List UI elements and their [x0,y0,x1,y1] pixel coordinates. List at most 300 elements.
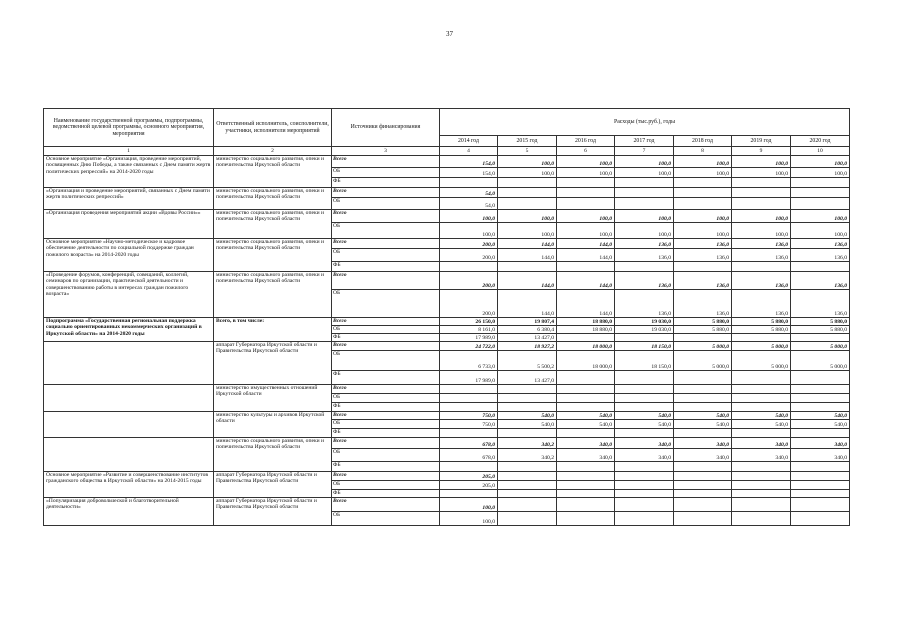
value-cell-2020 [791,262,850,272]
row-name: «Организация и проведение мероприятий, связанных с Днем памяти жертв политических репрессий» [44,188,214,210]
value-cell-2019: 5 880,0 [732,318,791,326]
row-source: ОБ [332,290,440,318]
row-name: Основное мероприятие «Развитие и совершенствование институтов гражданского общества в Иркутской области» на 2014-2015 годы [44,472,214,498]
value-cell-2018 [674,198,732,210]
value-cell-2019: 136,0 [732,249,791,262]
table-row [44,438,850,449]
value-cell-2016 [557,498,615,512]
value-cell-2020: 100,0 [791,210,850,223]
value-cell-2018 [674,403,732,412]
value-cell-2015 [498,498,557,512]
row-executor: аппарат Губернатора Иркутской области и Правительства Иркутской области [214,342,332,385]
header-index-row [44,147,850,156]
header-name: Наименование государственной программы, подпрограммы, ведомственной целевой программы, основного мероприятия, мероприятия [44,109,214,147]
value-cell-2019 [732,334,791,342]
header-executor: Ответственный исполнитель, соисполнители, участники, исполнители мероприятий [214,109,332,147]
value-cell-2018 [674,481,732,490]
header-source: Источники финансирования [332,109,440,147]
value-cell-2016 [557,371,615,385]
value-cell-2019: 5 000,0 [732,351,791,371]
value-cell-2019: 100,0 [732,156,791,168]
value-cell-2016: 340,0 [557,438,615,449]
value-cell-2016: 100,0 [557,223,615,239]
table-row [44,210,850,223]
table-row [44,156,850,168]
value-cell-2019: 136,0 [732,239,791,249]
value-cell-2017: 18 150,0 [615,342,674,351]
value-cell-2018 [674,429,732,438]
value-cell-2016 [557,198,615,210]
value-cell-2017 [615,198,674,210]
value-cell-2019: 136,0 [732,290,791,318]
value-cell-2015: 100,0 [498,156,557,168]
value-cell-2018: 136,0 [674,239,732,249]
value-cell-2016: 540,0 [557,412,615,420]
value-cell-2015: 340,2 [498,449,557,462]
value-cell-2019: 136,0 [732,272,791,290]
column-index-2: 2 [214,147,332,156]
value-cell-2020 [791,385,850,394]
value-cell-2020: 136,0 [791,249,850,262]
value-cell-2015 [498,472,557,481]
value-cell-2015: 5 500,2 [498,351,557,371]
value-cell-2014: 26 150,0 [440,318,498,326]
value-cell-2016: 540,0 [557,420,615,429]
value-cell-2015 [498,394,557,403]
value-cell-2017 [615,462,674,472]
value-cell-2016 [557,429,615,438]
value-cell-2014 [440,262,498,272]
value-cell-2015 [498,262,557,272]
table-row [44,472,850,481]
value-cell-2015: 540,0 [498,420,557,429]
value-cell-2014: 750,0 [440,420,498,429]
row-name [44,342,214,385]
table-row [44,385,850,394]
value-cell-2020 [791,371,850,385]
value-cell-2014: 200,0 [440,272,498,290]
header-year-5: 2018 год [674,136,732,147]
value-cell-2018 [674,262,732,272]
row-source: ФБ [332,334,440,342]
value-cell-2015: 100,0 [498,210,557,223]
value-cell-2019: 5 000,0 [732,342,791,351]
value-cell-2015 [498,490,557,498]
row-source: ОБ [332,168,440,178]
column-index-9: 9 [732,147,791,156]
value-cell-2018: 100,0 [674,156,732,168]
value-cell-2020: 340,0 [791,449,850,462]
value-cell-2018: 540,0 [674,420,732,429]
value-cell-2019 [732,403,791,412]
value-cell-2020: 136,0 [791,239,850,249]
value-cell-2015: 6 380,4 [498,326,557,334]
value-cell-2017 [615,178,674,188]
row-source: ФБ [332,262,440,272]
value-cell-2016 [557,490,615,498]
value-cell-2020: 136,0 [791,290,850,318]
value-cell-2019: 540,0 [732,420,791,429]
column-index-7: 7 [615,147,674,156]
value-cell-2017: 100,0 [615,210,674,223]
row-source: Всего [332,156,440,168]
value-cell-2017: 540,0 [615,412,674,420]
row-name: Основное мероприятие «Организация, проведение мероприятий, посвященных Дню Победы, а также связанных с Днем памяти жертв политических репрессий» на 2014-2020 годы [44,156,214,188]
value-cell-2014: 100,0 [440,223,498,239]
value-cell-2015: 18 927,2 [498,342,557,351]
value-cell-2017: 19 030,0 [615,318,674,326]
value-cell-2020: 100,0 [791,168,850,178]
value-cell-2017: 540,0 [615,420,674,429]
value-cell-2016: 144,0 [557,239,615,249]
row-name: «Организация проведения мероприятий акции «Вдовы России»» [44,210,214,239]
value-cell-2020 [791,472,850,481]
value-cell-2016: 100,0 [557,210,615,223]
row-executor: аппарат Губернатора Иркутской области и Правительства Иркутской области [214,498,332,526]
table-row [44,498,850,512]
value-cell-2016: 100,0 [557,156,615,168]
header-year-7: 2020 год [791,136,850,147]
value-cell-2014: 750,0 [440,412,498,420]
row-source: ОБ [332,351,440,371]
header-year-4: 2017 год [615,136,674,147]
value-cell-2019 [732,498,791,512]
value-cell-2016: 144,0 [557,290,615,318]
header-year-2: 2015 год [498,136,557,147]
value-cell-2018: 5 880,0 [674,326,732,334]
value-cell-2017: 340,0 [615,438,674,449]
value-cell-2019 [732,394,791,403]
value-cell-2014 [440,429,498,438]
row-source: ФБ [332,490,440,498]
value-cell-2014 [440,385,498,394]
value-cell-2020 [791,394,850,403]
value-cell-2015 [498,403,557,412]
value-cell-2015 [498,198,557,210]
value-cell-2014: 100,0 [440,498,498,512]
value-cell-2018: 540,0 [674,412,732,420]
value-cell-2018: 340,0 [674,438,732,449]
value-cell-2014: 100,0 [440,512,498,526]
value-cell-2014: 200,0 [440,290,498,318]
value-cell-2016 [557,334,615,342]
row-source: Всего [332,272,440,290]
value-cell-2016: 18 880,0 [557,326,615,334]
value-cell-2014: 200,0 [440,239,498,249]
value-cell-2016 [557,188,615,198]
value-cell-2015 [498,512,557,526]
value-cell-2018 [674,178,732,188]
value-cell-2018: 100,0 [674,223,732,239]
value-cell-2014: 154,0 [440,156,498,168]
value-cell-2019: 340,0 [732,449,791,462]
value-cell-2020: 100,0 [791,156,850,168]
value-cell-2014 [440,394,498,403]
value-cell-2017 [615,334,674,342]
row-source: ОБ [332,394,440,403]
row-name: Основное мероприятие «Научно-методическое и кадровое обеспечение деятельности по социальной поддержке граждан пожилого возраста» на 2014-2020 годы [44,239,214,272]
row-executor: министерство социального развития, опеки и попечительства Иркутской области [214,188,332,210]
value-cell-2014: 678,0 [440,438,498,449]
value-cell-2014 [440,462,498,472]
value-cell-2016 [557,481,615,490]
value-cell-2014: 17 989,0 [440,371,498,385]
value-cell-2020: 100,0 [791,223,850,239]
value-cell-2017 [615,403,674,412]
value-cell-2018 [674,512,732,526]
value-cell-2018 [674,490,732,498]
page-number: 37 [446,30,453,38]
value-cell-2017: 136,0 [615,249,674,262]
row-source: ФБ [332,403,440,412]
header-year-3: 2016 год [557,136,615,147]
value-cell-2018 [674,472,732,481]
value-cell-2018: 136,0 [674,249,732,262]
value-cell-2016 [557,472,615,481]
value-cell-2015 [498,385,557,394]
value-cell-2019: 5 880,0 [732,326,791,334]
row-source: ФБ [332,178,440,188]
column-index-8: 8 [674,147,732,156]
value-cell-2016: 18 880,0 [557,318,615,326]
row-source: ОБ [332,512,440,526]
value-cell-2018: 340,0 [674,449,732,462]
value-cell-2020 [791,481,850,490]
value-cell-2018 [674,188,732,198]
value-cell-2020: 540,0 [791,420,850,429]
row-source: ОБ [332,249,440,262]
value-cell-2017: 19 030,0 [615,326,674,334]
value-cell-2017 [615,512,674,526]
row-name: «Популяризация добровольческой и благотворительной деятельности» [44,498,214,526]
value-cell-2020 [791,403,850,412]
value-cell-2015: 144,0 [498,239,557,249]
value-cell-2014: 24 722,0 [440,342,498,351]
row-source: Всего [332,498,440,512]
row-source: Всего [332,412,440,420]
value-cell-2020: 5 000,0 [791,342,850,351]
value-cell-2014: 205,0 [440,472,498,481]
value-cell-2014: 8 161,0 [440,326,498,334]
value-cell-2017: 18 150,0 [615,351,674,371]
value-cell-2017 [615,481,674,490]
value-cell-2017 [615,385,674,394]
value-cell-2020 [791,429,850,438]
column-index-3: 3 [332,147,440,156]
row-source: ФБ [332,429,440,438]
value-cell-2017 [615,262,674,272]
value-cell-2014: 54,0 [440,188,498,198]
value-cell-2020: 540,0 [791,412,850,420]
value-cell-2019 [732,481,791,490]
value-cell-2014: 154,0 [440,168,498,178]
value-cell-2019 [732,178,791,188]
value-cell-2019: 100,0 [732,210,791,223]
value-cell-2019 [732,462,791,472]
value-cell-2019: 340,0 [732,438,791,449]
value-cell-2018 [674,462,732,472]
row-name [44,385,214,412]
value-cell-2020 [791,462,850,472]
value-cell-2015 [498,481,557,490]
row-source: ОБ [332,223,440,239]
value-cell-2016: 100,0 [557,168,615,178]
table-row [44,412,850,420]
value-cell-2014: 205,0 [440,481,498,490]
value-cell-2017 [615,490,674,498]
value-cell-2019 [732,262,791,272]
value-cell-2019 [732,188,791,198]
row-name [44,438,214,472]
row-executor: министерство социального развития, опеки и попечительства Иркутской области [214,156,332,188]
value-cell-2017: 100,0 [615,168,674,178]
value-cell-2019 [732,429,791,438]
row-source: ОБ [332,198,440,210]
row-executor: Всего, в том числе: [214,318,332,342]
value-cell-2016: 144,0 [557,272,615,290]
value-cell-2017: 136,0 [615,272,674,290]
header-expenses: Расходы (тыс.руб.), годы [440,109,850,136]
column-index-10: 10 [791,147,850,156]
value-cell-2015: 100,0 [498,223,557,239]
row-executor: министерство социального развития, опеки и попечительства Иркутской области [214,438,332,472]
header-year-1: 2014 год [440,136,498,147]
header-year-6: 2019 год [732,136,791,147]
value-cell-2016 [557,512,615,526]
value-cell-2018 [674,371,732,385]
value-cell-2020 [791,512,850,526]
row-source: Всего [332,342,440,351]
table-row [44,272,850,290]
row-source: ФБ [332,462,440,472]
column-index-6: 6 [557,147,615,156]
value-cell-2015 [498,462,557,472]
value-cell-2019: 540,0 [732,412,791,420]
value-cell-2014: 17 989,0 [440,334,498,342]
value-cell-2020 [791,178,850,188]
table-row [44,318,850,326]
value-cell-2014: 678,0 [440,449,498,462]
value-cell-2015: 100,0 [498,168,557,178]
value-cell-2020: 340,0 [791,438,850,449]
row-executor: министерство имущественных отношений Иркутской области [214,385,332,412]
column-index-4: 4 [440,147,498,156]
budget-table-wrapper [43,108,849,526]
row-source: Всего [332,188,440,198]
value-cell-2016 [557,262,615,272]
row-name: Подпрограмма «Государственная региональная поддержка социально ориентированных некоммерческих организаций в Иркутской области» на 2014-2020 годы [44,318,214,342]
value-cell-2015: 19 807,4 [498,318,557,326]
value-cell-2018: 5 000,0 [674,342,732,351]
value-cell-2015: 540,0 [498,412,557,420]
value-cell-2020 [791,498,850,512]
value-cell-2018: 5 000,0 [674,351,732,371]
value-cell-2014: 200,0 [440,249,498,262]
row-executor: министерство социального развития, опеки и попечительства Иркутской области [214,210,332,239]
column-index-5: 5 [498,147,557,156]
value-cell-2018 [674,394,732,403]
value-cell-2019 [732,472,791,481]
value-cell-2017 [615,394,674,403]
row-source: ФБ [332,371,440,385]
value-cell-2020 [791,334,850,342]
value-cell-2016 [557,403,615,412]
row-source: ОБ [332,420,440,429]
row-name: «Проведение форумов, конференций, совещаний, коллегий, семинаров по организации, практической деятельности и совершенствованию работы в интересах граждан пожилого возраста» [44,272,214,318]
value-cell-2017: 340,0 [615,449,674,462]
value-cell-2020: 5 000,0 [791,351,850,371]
value-cell-2014: 54,0 [440,198,498,210]
value-cell-2019 [732,512,791,526]
row-source: Всего [332,210,440,223]
value-cell-2017 [615,498,674,512]
value-cell-2018: 100,0 [674,168,732,178]
table-body [44,156,850,526]
value-cell-2017 [615,429,674,438]
value-cell-2014: 6 733,0 [440,351,498,371]
value-cell-2017: 100,0 [615,223,674,239]
value-cell-2015: 13 427,0 [498,334,557,342]
budget-table [43,108,850,526]
row-source: ОБ [332,449,440,462]
value-cell-2016: 18 000,0 [557,351,615,371]
value-cell-2017 [615,188,674,198]
table-row [44,239,850,249]
value-cell-2018 [674,334,732,342]
row-executor: аппарат Губернатора Иркутской области и Правительства Иркутской области [214,472,332,498]
value-cell-2018 [674,498,732,512]
row-source: Всего [332,318,440,326]
value-cell-2018: 5 880,0 [674,318,732,326]
value-cell-2016 [557,462,615,472]
value-cell-2015: 340,2 [498,438,557,449]
table-row [44,188,850,198]
value-cell-2016 [557,385,615,394]
value-cell-2018: 100,0 [674,210,732,223]
row-source: ОБ [332,326,440,334]
value-cell-2020: 136,0 [791,272,850,290]
row-source: Всего [332,472,440,481]
row-source: Всего [332,385,440,394]
value-cell-2020 [791,198,850,210]
value-cell-2016 [557,178,615,188]
value-cell-2020: 5 880,0 [791,318,850,326]
value-cell-2016 [557,394,615,403]
table-row [44,342,850,351]
column-index-1: 1 [44,147,214,156]
value-cell-2019: 100,0 [732,168,791,178]
value-cell-2018: 136,0 [674,290,732,318]
value-cell-2020 [791,188,850,198]
value-cell-2014 [440,403,498,412]
value-cell-2017 [615,371,674,385]
row-source: ОБ [332,481,440,490]
value-cell-2017: 136,0 [615,290,674,318]
row-executor: министерство культуры и архивов Иркутской области [214,412,332,438]
value-cell-2017: 136,0 [615,239,674,249]
row-source: Всего [332,239,440,249]
value-cell-2015 [498,178,557,188]
value-cell-2017: 100,0 [615,156,674,168]
row-executor: министерство социального развития, опеки и попечительства Иркутской области [214,272,332,318]
row-executor: министерство социального развития, опеки и попечительства Иркутской области [214,239,332,272]
value-cell-2018: 136,0 [674,272,732,290]
value-cell-2015: 13 427,0 [498,371,557,385]
value-cell-2019 [732,385,791,394]
value-cell-2015 [498,429,557,438]
value-cell-2019: 100,0 [732,223,791,239]
value-cell-2015: 144,0 [498,249,557,262]
